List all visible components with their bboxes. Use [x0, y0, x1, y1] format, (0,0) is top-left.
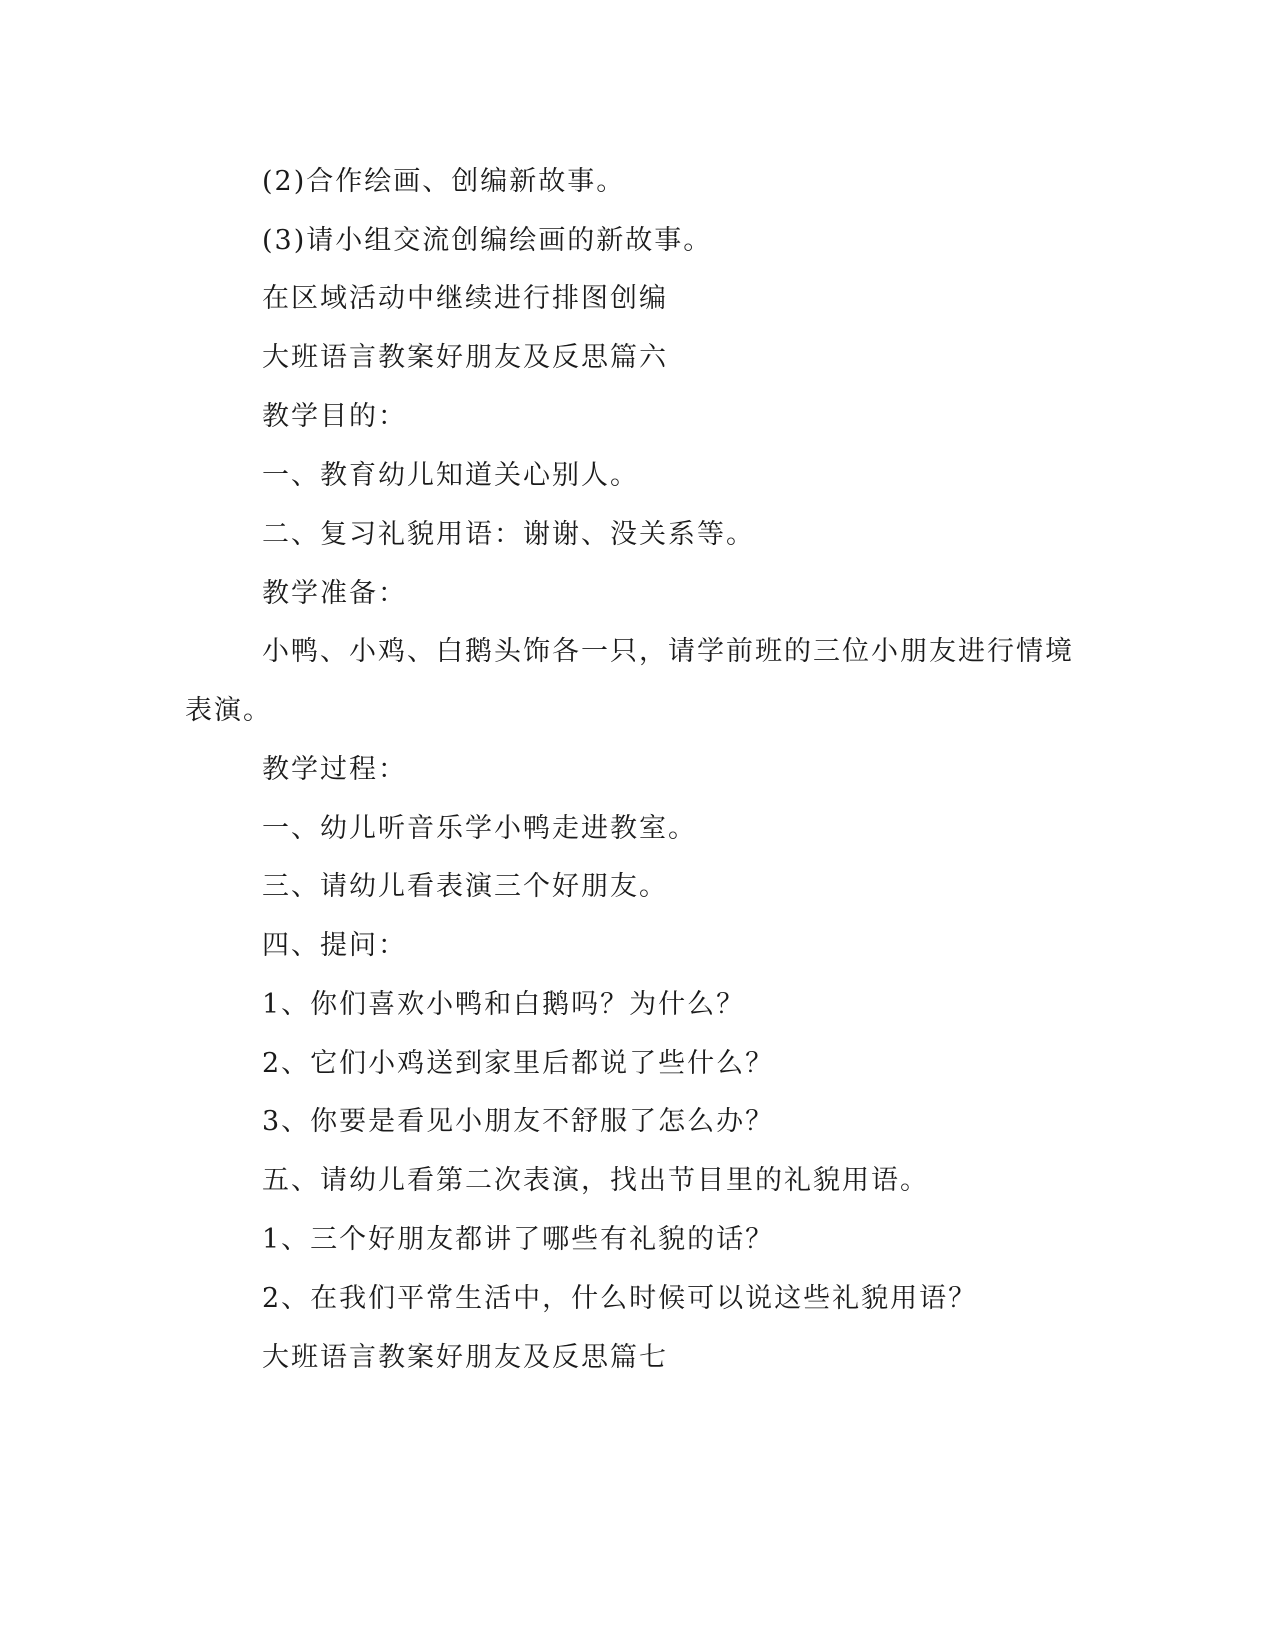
text-line-preparation-continued: 表演。	[185, 695, 272, 726]
section-heading-part-7: 大班语言教案好朋友及反思篇七	[262, 1342, 668, 1373]
text-line-item-2: (2)合作绘画、创编新故事。	[262, 166, 626, 197]
heading-teaching-process: 教学过程：	[262, 754, 407, 785]
text-line-question-5: 2、在我们平常生活中，什么时候可以说这些礼貌用语？	[262, 1283, 978, 1314]
heading-teaching-goals: 教学目的：	[262, 401, 407, 432]
text-line-goal-2: 二、复习礼貌用语：谢谢、没关系等。	[262, 519, 755, 550]
text-line-question-2: 2、它们小鸡送到家里后都说了些什么？	[262, 1048, 775, 1079]
section-heading-part-6: 大班语言教案好朋友及反思篇六	[262, 342, 668, 373]
text-line-process-3: 三、请幼儿看表演三个好朋友。	[262, 871, 668, 902]
text-line-question-3: 3、你要是看见小朋友不舒服了怎么办？	[262, 1106, 775, 1137]
text-line-question-4: 1、三个好朋友都讲了哪些有礼貌的话？	[262, 1224, 775, 1255]
text-line-region-activity: 在区域活动中继续进行排图创编	[262, 283, 668, 314]
text-line-question-1: 1、你们喜欢小鸭和白鹅吗？为什么？	[262, 989, 746, 1020]
text-line-process-4: 四、提问：	[262, 930, 407, 961]
text-line-preparation: 小鸭、小鸡、白鹅头饰各一只，请学前班的三位小朋友进行情境	[262, 636, 1074, 667]
text-line-item-3: (3)请小组交流创编绘画的新故事。	[262, 225, 713, 256]
text-line-goal-1: 一、教育幼儿知道关心别人。	[262, 460, 639, 491]
text-line-process-1: 一、幼儿听音乐学小鸭走进教室。	[262, 813, 697, 844]
text-line-process-5: 五、请幼儿看第二次表演，找出节目里的礼貌用语。	[262, 1165, 929, 1196]
heading-teaching-preparation: 教学准备：	[262, 578, 407, 609]
